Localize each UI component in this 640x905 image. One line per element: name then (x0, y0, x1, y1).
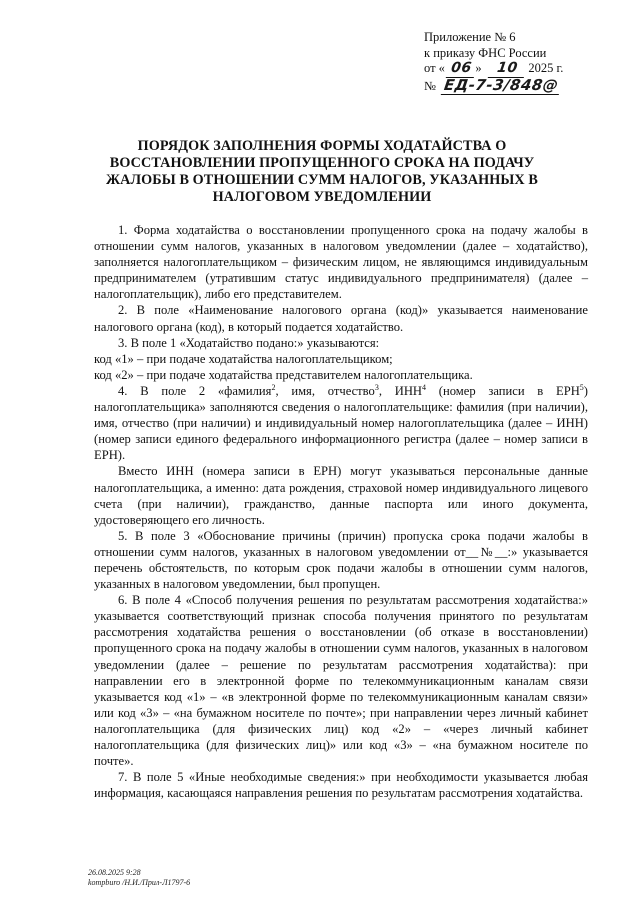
order-number (424, 75, 624, 95)
order-date: от « 06 » 10 2025 г. (424, 60, 564, 76)
paragraph-3: 3. В поле 1 «Ходатайство подано:» указываются: (118, 335, 380, 350)
footnote-ref-4: 4 (422, 382, 427, 392)
footer-file-reference: kompburo /Н.И./Прил-Л1797-6 (88, 878, 191, 887)
paragraph-5: 5. В поле 3 «Обоснование причины (причин) пропуска срока подачи жалобы в отношении сумм налогов, указанных в налоговом уведомлении от__№__:» указывается перечень обстоятельств, по которым срок подачи жалобы в отношении сумм налогов, указанных в налоговом уведомлении, был пропущен. (94, 528, 588, 592)
handwritten-number: ЕД-7-3/848@ (441, 78, 562, 95)
paragraph-4 (94, 383, 588, 463)
handwritten-day: 06 (446, 61, 477, 78)
footnote-ref-5: 5 (579, 382, 584, 392)
footnote-ref-3: 3 (374, 382, 379, 392)
document-body (94, 222, 588, 801)
handwritten-month: 10 (488, 61, 527, 78)
paragraph-3-code-1: код «1» – при подаче ходатайства налогоплательщиком; (94, 351, 393, 366)
appendix-title: Приложение № 6 (424, 30, 516, 44)
paragraph-2: 2. В поле «Наименование налогового органа (код)» указывается наименование налогового органа (код), в который подается ходатайство. (94, 303, 588, 334)
date-year: 2025 г. (528, 61, 564, 75)
paragraph-4-extra: Вместо ИНН (номера записи в ЕРН) могут указываться персональные данные налогоплательщика, а именно: дата рождения, страховой номер индивидуального лицевого счета (при наличии), гражданство, данные паспорта или иного документа, удостоверяющего его личность. (94, 464, 588, 527)
p4-part-d: (номер записи в ЕРН (426, 383, 580, 398)
p4-part-e: ) налогоплательщика» заполняются сведения о налогоплательщике: фамилия (при наличии), имя, отчество (при наличии) и индивидуальный номер налогоплательщика (далее – ИНН) (номер записи единого федерального информационного регистра (далее – номер записи в ЕРН). (94, 383, 588, 463)
paragraph-3-code-2: код «2» – при подаче ходатайства представителем налогоплательщика. (94, 367, 473, 382)
document-footer (88, 868, 190, 888)
number-prefix: № (424, 78, 436, 93)
order-reference: к приказу ФНС России (424, 45, 547, 60)
appendix-header (424, 30, 624, 94)
p4-part-b: , имя, отчество (275, 383, 375, 398)
p4-part-c: , ИНН (378, 383, 423, 398)
p4-part-a: 4. В поле 2 «фамилия (118, 383, 272, 398)
paragraph-7: 7. В поле 5 «Иные необходимые сведения:» при необходимости указывается любая информация, касающаяся направления решения по результатам рассмотрения ходатайства. (94, 770, 588, 801)
paragraph-6: 6. В поле 4 «Способ получения решения по результатам рассмотрения ходатайства:» указывается соответствующий признак способа получения принятого по результатам рассмотрения ходатайства решения о восстановлении (об отказе в восстановлении) пропущенного срока на подачу жалобы в отношении сумм налогов, указанных в налоговом уведомлении (далее – решение по результатам рассмотрения ходатайства): при направлении его в электронной форме по телекоммуникационным каналам связи указывается код «1» – «в электронной форме по телекоммуникационным каналам связи» или код «3» – «на бумажном носителе по почте»; при направлении через личный кабинет налогоплательщика (для физических лиц) код «2» – «через личный кабинет налогоплательщика (для физических лиц)» или код «3» – «на бумажном носителе по почте». (94, 593, 588, 769)
document-title: ПОРЯДОК ЗАПОЛНЕНИЯ ФОРМЫ ХОДАТАЙСТВА О ВОССТАНОВЛЕНИИ ПРОПУЩЕННОГО СРОКА НА ПОДАЧУ ЖАЛОБЫ В ОТНОШЕНИИ СУММ НАЛОГОВ, УКАЗАННЫХ В НАЛОГОВОМ УВЕДОМЛЕНИИ (106, 138, 538, 205)
paragraph-1: 1. Форма ходатайства о восстановлении пропущенного срока на подачу жалобы в отношении сумм налогов, указанных в налоговом уведомлении (далее – ходатайство), заполняется налогоплательщиком – физическим лицом, не являющимся индивидуальным предпринимателем (утратившим статус индивидуального предпринимателя) (далее – налогоплательщик), либо его представителем. (94, 223, 588, 302)
footnote-ref-2: 2 (271, 382, 276, 392)
footer-timestamp: 26.08.2025 9:28 (88, 868, 141, 877)
date-prefix: от « (424, 61, 445, 75)
